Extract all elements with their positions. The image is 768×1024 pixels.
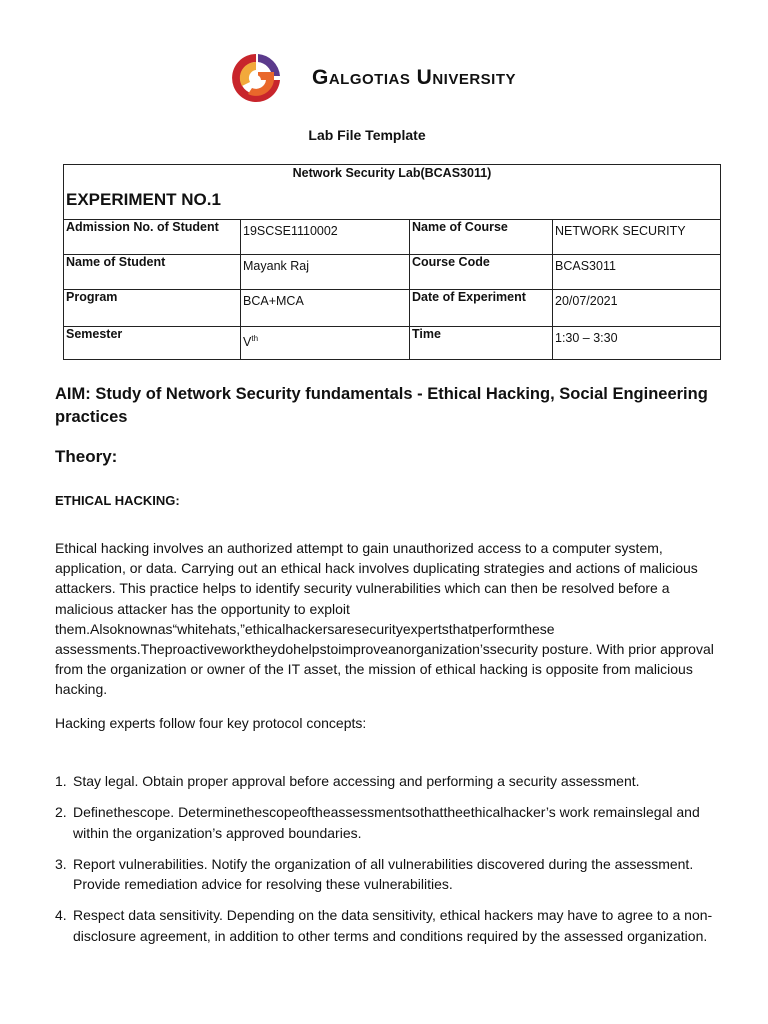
list-text: Respect data sensitivity. Depending on the data sensitivity, ethical hackers may have to agree to a non-disclosure agreement, in addition to other terms and conditions required by the assessed organization. bbox=[73, 907, 713, 944]
table-row bbox=[64, 255, 721, 290]
course-title: Network Security Lab(BCAS3011) bbox=[292, 166, 492, 180]
course-code-value: BCAS3011 bbox=[553, 255, 721, 290]
program-label: Program bbox=[64, 290, 241, 327]
list-item bbox=[55, 802, 725, 843]
theory-heading: Theory: bbox=[55, 447, 118, 466]
date-label: Date of Experiment bbox=[410, 290, 553, 327]
list-number: 4. bbox=[55, 907, 67, 923]
list-item bbox=[55, 905, 725, 946]
list-item bbox=[55, 854, 725, 895]
time-value: 1:30 – 3:30 bbox=[553, 327, 721, 360]
template-title: Lab File Template bbox=[308, 127, 426, 143]
semester-label: Semester bbox=[64, 327, 241, 360]
course-code-label: Course Code bbox=[410, 255, 553, 290]
table-row bbox=[64, 290, 721, 327]
table-row bbox=[64, 220, 721, 255]
protocol-concepts-list bbox=[55, 771, 725, 957]
program-value: BCA+MCA bbox=[241, 290, 410, 327]
university-header bbox=[228, 48, 516, 108]
ethical-hacking-heading: ETHICAL HACKING: bbox=[55, 493, 180, 508]
student-name-value: Mayank Raj bbox=[241, 255, 410, 290]
date-value: 20/07/2021 bbox=[553, 290, 721, 327]
admission-label: Admission No. of Student bbox=[64, 220, 241, 255]
experiment-title: EXPERIMENT NO.1 bbox=[66, 190, 221, 209]
course-title-cell bbox=[64, 165, 721, 220]
table-row bbox=[64, 327, 721, 360]
galgotias-logo-icon bbox=[228, 50, 284, 106]
semester-number: V bbox=[243, 335, 252, 349]
list-number: 2. bbox=[55, 804, 67, 820]
university-name: Galgotias University bbox=[312, 66, 517, 89]
list-number: 1. bbox=[55, 773, 67, 789]
aim-text: : Study of Network Security fundamentals - Ethical Hacking, Social Engineering practices bbox=[55, 385, 708, 426]
student-name-label: Name of Student bbox=[64, 255, 241, 290]
list-text: Definethescope. Determinethescopeoftheassessmentsothattheethicalhacker’s work remainslegal and within the organization’s approved boundaries. bbox=[73, 804, 700, 841]
experiment-info-table bbox=[63, 164, 721, 360]
semester-value bbox=[241, 327, 410, 360]
ethical-hacking-paragraph: Ethical hacking involves an authorized attempt to gain unauthorized access to a computer system, application, or data. Carrying out an ethical hack involves duplicating strategies and actions of malicious attackers. This practice helps to identify security vulnerabilities which can then be resolved before a malicious attacker has the opportunity to exploit them.Alsoknownas“whitehats,”ethicalhackersaresecurityexpertsthatperformthese assessments.Theproactiveworktheydohelpstoimproveanorganization’ssecurity posture. With prior approval from the organization or owner of the IT asset, the mission of ethical hacking is opposite from malicious hacking. bbox=[55, 540, 714, 698]
list-text: Stay legal. Obtain proper approval before accessing and performing a security assessment. bbox=[73, 773, 640, 789]
course-name-label: Name of Course bbox=[410, 220, 553, 255]
list-text: Report vulnerabilities. Notify the organization of all vulnerabilities discovered during the assessment. Provide remediation advice for resolving these vulnerabilities. bbox=[73, 855, 694, 892]
admission-value: 19SCSE1110002 bbox=[241, 220, 410, 255]
list-number: 3. bbox=[55, 855, 67, 872]
aim-label: AIM bbox=[55, 385, 86, 403]
course-name-value: NETWORK SECURITY bbox=[553, 220, 721, 255]
list-item bbox=[55, 771, 725, 792]
aim-statement bbox=[55, 383, 715, 429]
semester-suffix: th bbox=[251, 333, 259, 343]
protocol-intro-paragraph: Hacking experts follow four key protocol concepts: bbox=[55, 715, 367, 731]
time-label: Time bbox=[410, 327, 553, 360]
